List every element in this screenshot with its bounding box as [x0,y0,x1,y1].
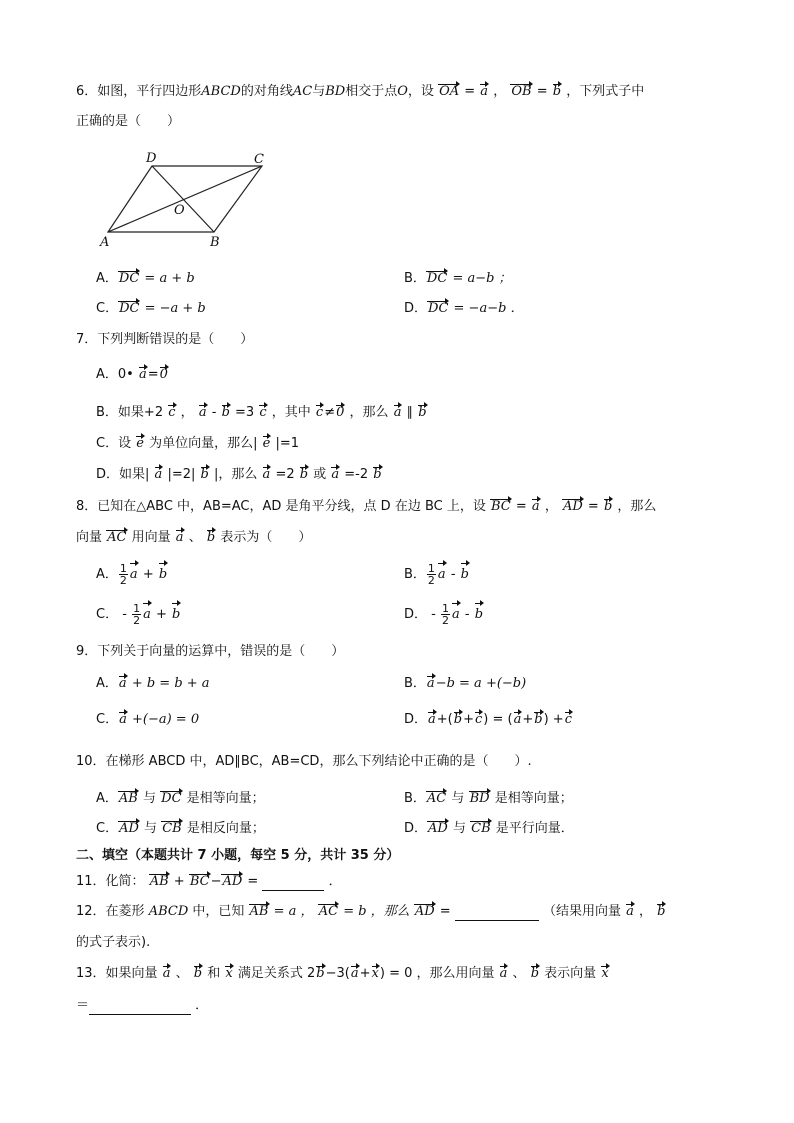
figure-label-A: A [100,235,110,250]
q12-line1: 12．在菱形 ABCD 中，已知 AB = a ， AC = b ，那么 AD = （结果用向量 a ， b [76,904,666,919]
q7-option-d[interactable]: D．如果| a |=2| b |，那么 a =2 b 或 a =-2 b [96,467,382,482]
q9-stem: 9．下列关于向量的运算中，错误的是（ ） [76,644,345,659]
q6-stem-line1: 6．如图，平行四边形ABCD的对角线AC与BD相交于点O，设 OA = a ， OB = b ，下列式子中 [76,84,645,99]
q8-option-c[interactable]: C． - $\frac{1}{2}$ a + b [96,602,181,627]
q10-stem: 10．在梯形 ABCD 中，AD∥BC，AB=CD，那么下列结论中正确的是（ ）. [76,754,532,769]
q13-line2: ＝ ． [76,998,209,1013]
q6-option-a[interactable]: A．DC = a + b [96,271,195,286]
q13-line1: 13．如果向量 a 、 b 和 x 满足关系式 2b−3(a+x) = 0 ，那么用向量 a 、 b 表示向量 x [76,966,609,981]
q12-answer-blank[interactable] [455,907,539,921]
figure-label-C: C [254,152,264,167]
q6-option-b[interactable]: B．DC = a−b ； [404,271,512,286]
q9-option-a[interactable]: A．a + b = b + a [96,676,210,691]
q8-option-d[interactable]: D． - $\frac{1}{2}$ a - b [404,602,484,627]
q8-option-b[interactable]: B． $\frac{1}{2}$ a - b [404,562,469,587]
q13-answer-blank[interactable] [89,1001,191,1015]
q7-stem: 7．下列判断错误的是（ ） [76,332,254,347]
q10-option-c[interactable]: C．AD 与 CB 是相反向量； [96,821,265,836]
q6-option-c[interactable]: C．DC = −a + b [96,301,206,316]
q6-stem-line2: 正确的是（ ） [76,114,181,129]
q7-option-b[interactable]: B．如果+2 c ， a - b =3 c ，其中 c≠0 ，那么 a ∥ b [96,405,427,420]
q8-stem-line1: 8．已知在△ABC 中，AB=AC，AD 是角平分线，点 D 在边 BC 上，设 BC = a ， AD = b ，那么 [76,499,657,514]
q8-option-a[interactable]: A． $\frac{1}{2}$ a + b [96,562,168,587]
q11-line: 11．化简： AB + BC−AD = ． [76,874,342,889]
q9-option-c[interactable]: C．a +(−a) = 0 [96,712,200,727]
figure-label-O: O [174,203,185,218]
q9-option-d[interactable]: D．a+(b+c) = (a+b) +c [404,712,572,727]
section-heading-fill-in: 二、填空（本题共计 7 小题，每空 5 分，共计 35 分） [76,848,400,863]
q11-answer-blank[interactable] [262,877,324,891]
figure-label-B: B [210,235,220,250]
q8-stem-line2: 向量 AC 用向量 a 、 b 表示为（ ） [76,530,312,545]
q7-option-c[interactable]: C．设 e 为单位向量，那么| e |=1 [96,436,299,451]
q12-line2: 的式子表示). [76,935,151,950]
q10-option-a[interactable]: A．AB 与 DC 是相等向量； [96,791,265,806]
q10-option-d[interactable]: D．AD 与 CB 是平行向量． [404,821,574,836]
q10-option-b[interactable]: B．AC 与 BD 是相等向量； [404,791,573,806]
q9-option-b[interactable]: B．a−b = a +(−b) [404,676,527,691]
q6-option-d[interactable]: D．DC = −a−b ． [404,301,524,316]
q7-option-a[interactable]: A．0• a=0 [96,367,168,382]
figure-label-D: D [146,151,157,166]
q6-parallelogram-figure [96,148,276,252]
